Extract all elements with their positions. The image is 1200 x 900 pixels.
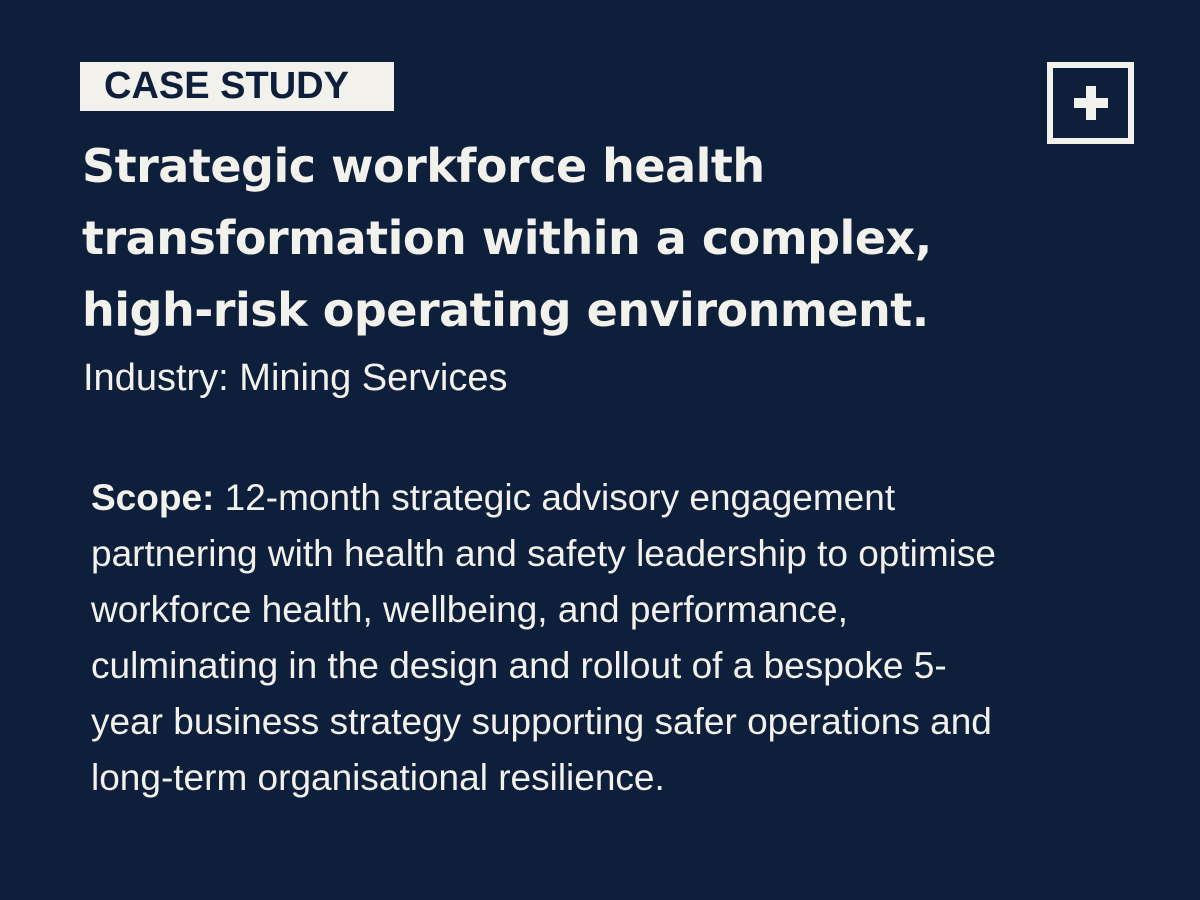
case-study-badge-label: CASE STUDY xyxy=(104,65,349,107)
scope-line-2: partnering with health and safety leadership to optimise xyxy=(91,533,996,574)
page-title xyxy=(82,130,1042,346)
scope-line-1 xyxy=(91,470,1171,526)
scope-text-1: 12-month strategic advisory engagement xyxy=(214,477,896,518)
title-line-2: transformation within a complex, xyxy=(82,211,932,265)
industry-text: Industry: Mining Services xyxy=(83,357,508,399)
title-line-3: high-risk operating environment. xyxy=(82,283,929,337)
scope-line-6: long-term organisational resilience. xyxy=(91,757,665,798)
title-line-1: Strategic workforce health xyxy=(82,139,765,193)
case-study-badge xyxy=(80,62,394,111)
plus-icon xyxy=(1071,83,1111,123)
expand-button[interactable] xyxy=(1047,62,1134,144)
scope-paragraph xyxy=(91,470,1171,806)
scope-line-5: year business strategy supporting safer operations and xyxy=(91,701,992,742)
scope-label: Scope: xyxy=(91,477,215,518)
scope-line-4: culminating in the design and rollout of a bespoke 5- xyxy=(91,645,947,686)
scope-line-3: workforce health, wellbeing, and performance, xyxy=(91,589,848,630)
